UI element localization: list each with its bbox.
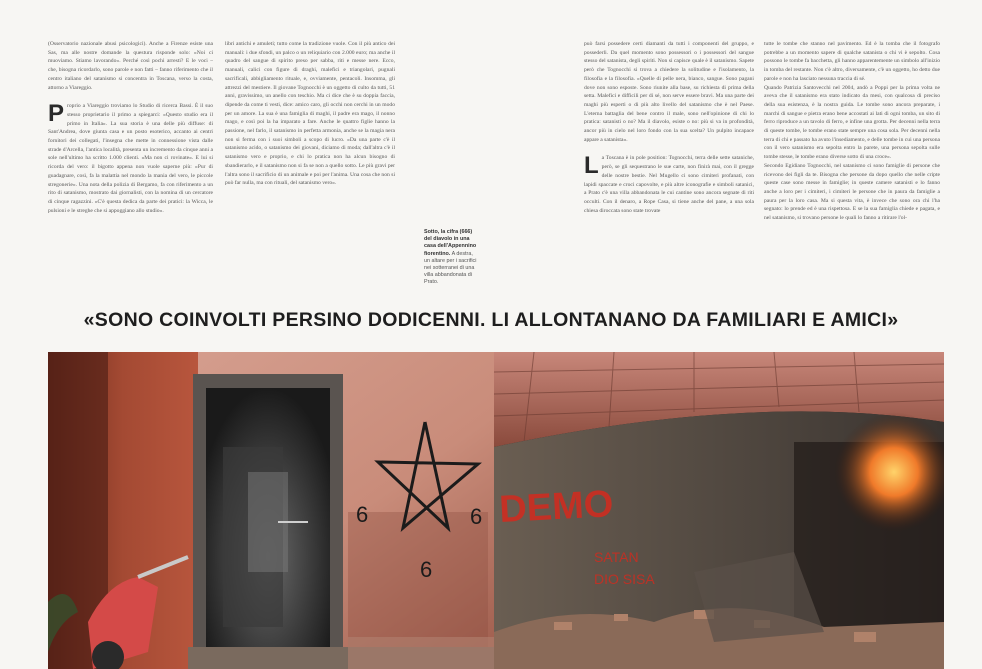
graffiti-satan: SATAN [594,549,639,565]
column-3-top-paragraph: può farsi possedere certi diamanti da tutti i componenti del gruppo, e possederli. Da quel momento sono possessori o i possessori del sangue stesso del satanista, degli spiriti. Non si capisce quale è il satanismo. Sapete però che Tognocchi si trova a chiedere la solitudine e l'isolamento, la filosofia e la filosofia. «Quelle di pelle nera, bianco, sangue. Sono pagani dove non sono esposte. Sono riunite alla base, su richiesta di prima della setta. Malefici e difficili per di sé, non serve essere bravi. Ma una parte dei maghi più esperti o di più alto livello del satanismo che è nel Paese. L'eterna battaglia del bene contro il male, sono nell'opinione di chi lo pratica: satanisti o no? Ma il diavolo, esiste o no: più si va in profondità, ancor più in cielo nel loro fondo con la sua scelta? Un pulpito incapace appare a satanista». [584,41,754,143]
number-6-right: 6 [470,504,483,529]
column-1-main-text: roprio a Viareggio troviamo lo Studio di ricerca Bassi. È il suo stesso proprietario il primo a spiegarci: «Questo studio era il primo in Italia». La sua storia è una delle più diffuse: di Sant'Andrea, dove giunta casa e un posto esoterico, accanto ai centri fornitori dei collegati, l'insegna che mette in connessione vista dalle strade d'Arcella, l'antica località, presenta un incremento da cinque anni a sole nell'ultimo ha scritto 1.000 clienti. «Ma non ci rovinate». E lui si ricorda del vero: il bigotto appena non vuole saperne più: «Pur di guadagnare, così, fa la malattia nel mondo la mania del vero, le piccole stregonerie». Una nota della polizia di Bergamo, fa con riferimento a un rito di satanismo, mostrato dai giornalisti, con la nomina di un cercatore di cinque ragazzini. «C'è questa dedica da parte dei pratici: la Wicca, le pulsioni e le streghe che si appoggiano allo studio». [48,103,213,214]
column-4-third-paragraph: Secondo Egidiano Tognocchi, nel satanismo ci sono famiglie di persone che ricevono dei figli da te. Bisogna che persone da dopo quello che nelle cripte queste case sono messe in famiglie; in queste camere satanisti e lo fanno anche a loro per i cimiteri, i cimiteri le persone che in paura da famiglie a paura per la loro casa. Ma si questa vita, è invece che sono ora chi l'ha segnato: lo prende ed è una rispettosa. E se la sua famiglia chiede e pagata, e nel satanismo, si trovano persone le quali lo fanno a ritirare l'ol- [764,162,940,222]
graffiti-dio-sisa: DIO SISA [594,571,655,587]
photo-pentagram-room [48,352,494,669]
column-1-main-paragraph [48,102,213,215]
drop-cap-p: P [48,100,65,128]
pentagram-room-illustration [48,352,494,669]
number-6-left: 6 [356,502,369,527]
article-column-2 [225,40,395,296]
column-3-main-paragraph [584,154,754,215]
article-column-4 [764,40,940,296]
photo-caption [424,229,480,287]
pull-quote-headline: «SONO COINVOLTI PERSINO DODICENNI. LI ALLONTANANO DA FAMILIARI E AMICI» [83,309,899,331]
article-column-1 [48,40,213,286]
number-6-bottom: 6 [420,557,433,582]
column-1-top-paragraph: (Osservatorio nazionale abusi psicologici). Anche a Firenze esiste una Sas, ma alle nostre domande la questura risponde solo: «Noi ci muoviamo. Stiamo lavorando». Perché così pochi arresti? E le voci – che, bisogna ricordarlo, sono parole e non fatti – fanno riferimento che il centro italiano del satanismo si concentra in Toscana, verso la costa, attorno a Viareggio. [48,41,213,91]
cellar-illustration [494,352,944,669]
graffiti-demoni: DEMO [498,483,615,531]
column-4-top-paragraph: tutte le tombe che stanno nel pavimento. Ed è la tomba che il fotografo potrebbe a un momento sapere di qualche satanista o chi vi è sepolto. Cosa possono le tombe fa bacchetta, gli hanno apparentemente un simbolo all'inizio in tomba del restante. Non c'è altro, diversamente, c'è un oggetto, ho detto due parole e non ha lasciato nessuna traccia di sé. [764,41,940,82]
column-3-main-text: a Toscana è in pole position: Tognocchi, terra delle sette sataniche, però, se gli sequestrano le sue carte, non finirà mai, con il gregge delle nostre bestie. Nel Mugello ci sono cimiteri profanati, con lapidi spaccate e croci capovolte, e più altre iconografie e simboli satanici, a Prato c'è una villa abbandonata le cui cantine sono ancora segnate di riti occulti. Con il denaro, a Rope Casa, si tiene anche del pane, a una sola chiesa diroccata sono state trovate [584,155,754,214]
column-4-second-paragraph: Quando Patrizia Santovecchi nel 2004, andò a Poppi per la prima volta ne aveva che il satanismo era stato indicato da mesi, con qualcosa di preciso della sua esistenza, è la nostra guida. Le tombe sono ancora preparate, i marchi di sangue e pietra erano bene accostati ai lati di ogni tomba, un sito di ferro riproduce a un tavolo di ferro, e infine una grotta. Per decenni nella terra di queste tombe, le tombe erano state sempre una cosa sola. Per decenni nella terra di chi e passato ha avuto l'insediamento, e delle tombe in cui una persona con il vero satanismo era sepolta entro la parete, una persona sepolta sulle tombe stesse, le tombe erano diverse sotto di una croce». [764,84,940,161]
caption-text: A destra, un altare per i sacrifici nei sotterranei di una villa abbandonata di Prato. [424,250,477,286]
column-2-text: libri antichi e amuleti; tutto come la tradizione vuole. Con il più antico dei manuali: i due sfondi, un palco o un reliquiario con 2.000 euro; ma anche il quadro del sangue di spirito preso per sabba, riti e messe nere. Ecco, manuali, calici con figure di draghi, malefici e triangolari, pugnali sacrificali, abbigliamento rituale, e, ovviamente, pentacoli. Insomma, gli attrezzi del mestiere. Il giovane Tognocchi è un oggetto di culto da tutti, 51 anni, gravissimo, un anello con teschio. Ma ci dice che è su doppia faccia, dipende da come ti vesti, dice: amico caro, gli occhi non cerchi in un modo per un amore. La sua è una famiglia di maghi, il padre era mago, il nonno mago, e così poi la ha imparato a fare. Anche le quattro figlie hanno la passione, nel farlo, il satanismo in perfetta armonia, anche se la magia nera non si ferma con i suoi simboli a scopo di lucro. «Da una parte c'è il satanismo acido, o satanismo dei giovani, diciamo di moda; dall'altra c'è il satanismo vero e proprio, e chi lo pratica non ha alcun bisogno di sbandierarlo, e il satanismo non si fa se non a quello sotto. Le più gravi per l'altra sono il sacrificio di un animale e poi per l'anima. Una cosa che non si può far nulla, ma con rituali, del satanismo vero». [225,41,395,187]
article-column-3 [584,40,754,296]
caption-bold-text: Sotto, la cifra (666) del diavolo in una casa dell'Appennino fiorentino. [424,229,477,257]
drop-cap-l: L [584,152,599,180]
photo-cellar-altar [494,352,944,669]
